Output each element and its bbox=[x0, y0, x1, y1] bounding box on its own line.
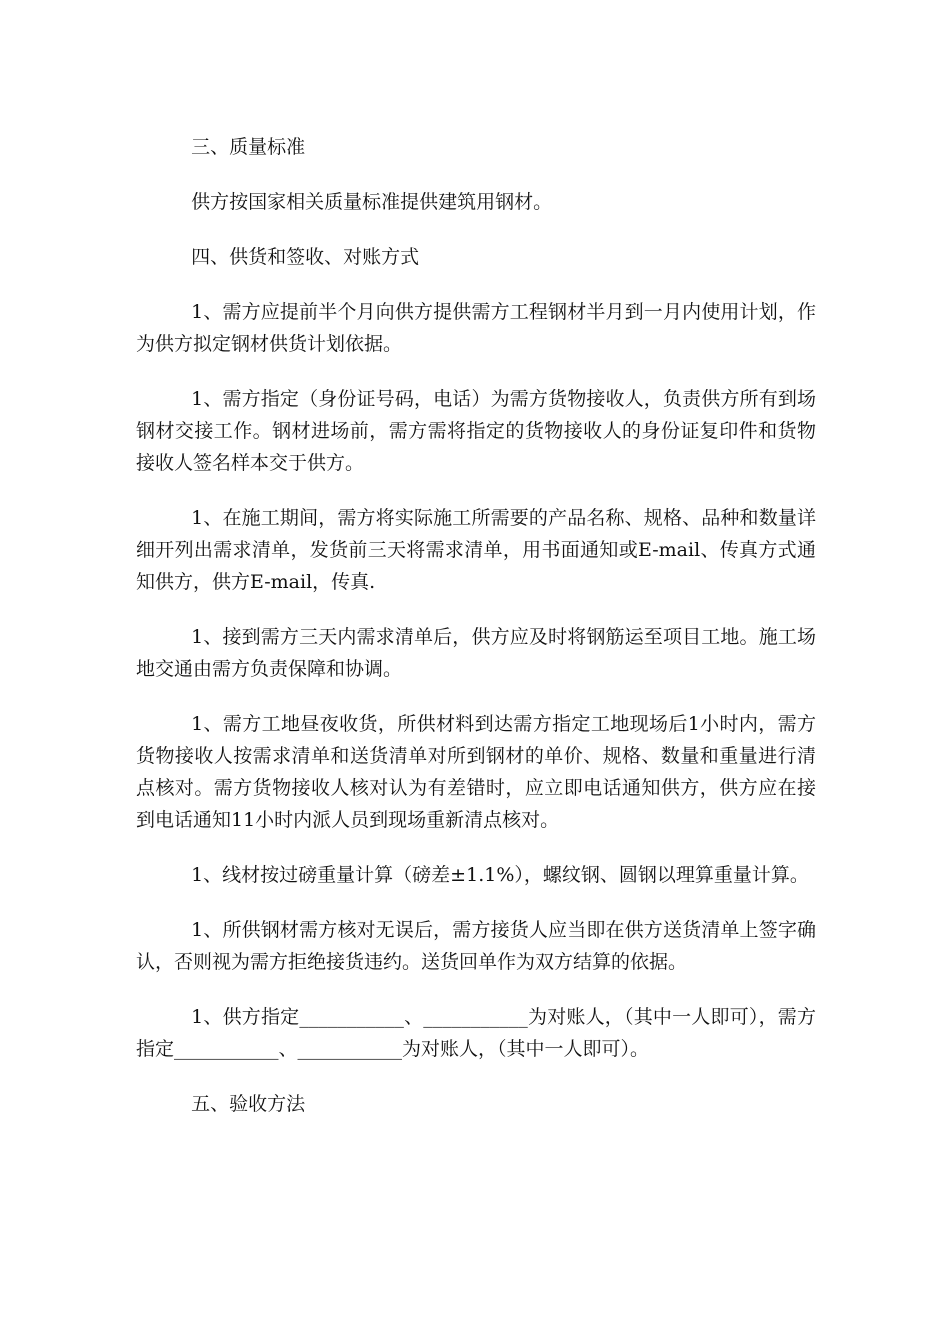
paragraph-signature-confirmation: 1、所供钢材需方核对无误后，需方接货人应当即在供方送货清单上签字确认，否则视为需方拒绝接货违约。送货回单作为双方结算的依据。 bbox=[136, 919, 816, 973]
paragraph-receiver-designation: 1、需方指定（身份证号码，电话）为需方货物接收人，负责供方所有到场钢材交接工作。钢材进场前，需方需将指定的货物接收人的身份证复印件和货物接收人签名样本交于供方。 bbox=[136, 388, 816, 474]
document-body bbox=[136, 131, 816, 1143]
paragraph-quality-standard: 供方按国家相关质量标准提供建筑用钢材。 bbox=[191, 191, 553, 213]
section-heading-quality-standard: 三、质量标准 bbox=[191, 136, 306, 158]
section-heading-acceptance-method: 五、验收方法 bbox=[191, 1093, 306, 1115]
paragraph-delivery-to-site: 1、接到需方三天内需求清单后，供方应及时将钢筋运至项目工地。施工场地交通由需方负责保障和协调。 bbox=[136, 626, 816, 680]
section-heading-supply-signoff: 四、供货和签收、对账方式 bbox=[191, 246, 420, 268]
paragraph-receiving-check: 1、需方工地昼夜收货，所供材料到达需方指定工地现场后1小时内，需方货物接收人按需求清单和送货清单对所到钢材的单价、规格、数量和重量进行清点核对。需方货物接收人核对认为有差错时，应立即电话通知供方，供方应在接到电话通知11小时内派人员到现场重新清点核对。 bbox=[136, 713, 816, 831]
paragraph-usage-plan: 1、需方应提前半个月向供方提供需方工程钢材半月到一月内使用计划，作为供方拟定钢材供货计划依据。 bbox=[136, 301, 816, 355]
paragraph-reconciliation-persons: 1、供方指定___________、___________为对账人，（其中一人即可），需方指定___________、___________为对账人，（其中一人即可）。 bbox=[136, 1006, 816, 1060]
paragraph-weight-calculation: 1、线材按过磅重量计算（磅差±1.1%），螺纹钢、圆钢以理算重量计算。 bbox=[191, 864, 809, 886]
paragraph-demand-list: 1、在施工期间，需方将实际施工所需要的产品名称、规格、品种和数量详细开列出需求清单，发货前三天将需求清单，用书面通知或E-mail、传真方式通知供方，供方E-mail，传真. bbox=[136, 507, 816, 593]
